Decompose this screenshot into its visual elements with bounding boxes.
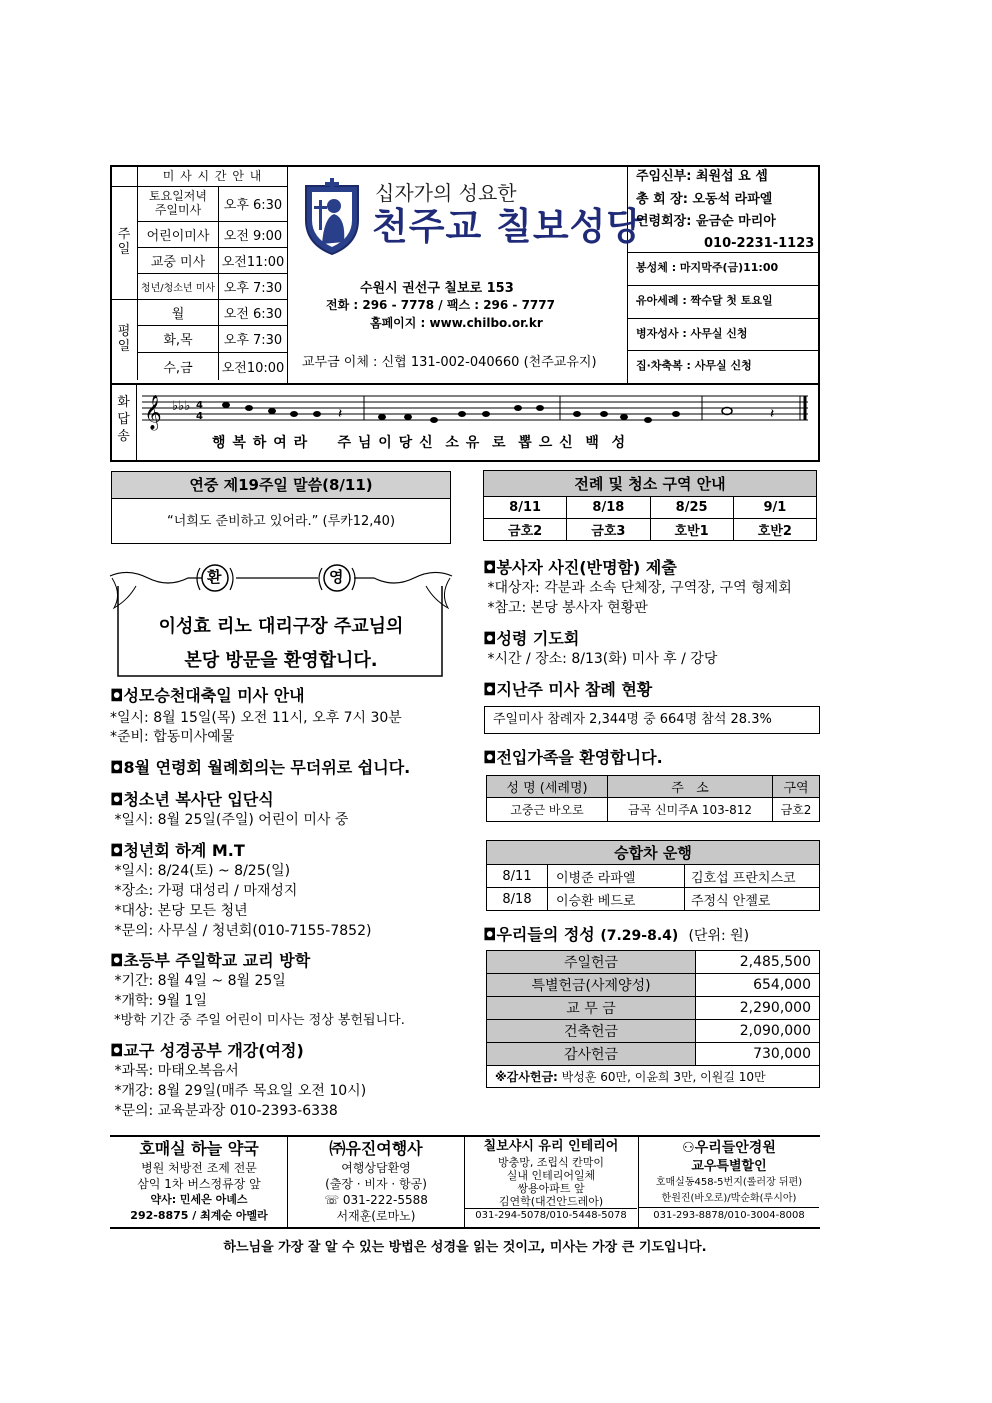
svg-text:𝄽: 𝄽 (770, 406, 775, 422)
staff-federation-phone: 010-2231-1123 (704, 236, 815, 251)
ad-line: 한원진(바오로)/박순화(루시아) (661, 1193, 797, 1204)
notice-line: *방학 기간 중 주일 어린이 미사는 정상 봉헌됩니다. (110, 1013, 405, 1028)
svg-text:4: 4 (196, 411, 203, 422)
ad-line: 실내 인테리어일체 (506, 1169, 596, 1182)
staff-council: 총 회 장: 오동석 라파엘 (636, 192, 773, 207)
notice-title: ◘청소년 복사단 입단식 (110, 790, 274, 809)
svg-text:4: 4 (196, 400, 203, 411)
psalm-label: 화답송 (117, 395, 130, 444)
welcome-line2: 본당 방문을 환영합니다. (184, 650, 378, 671)
carpool-driver: 이병준 라파엘 (548, 865, 685, 888)
notice-title: ◘초등부 주일학교 교리 방학 (110, 951, 311, 970)
notice-title: ◘지난주 미사 참례 현황 (483, 680, 653, 699)
church-address: 수원시 권선구 칠보로 153 (360, 281, 514, 296)
carpool-driver: 이승환 베드로 (548, 888, 685, 911)
offering-amount: 2,485,500 (696, 951, 820, 974)
table-row (487, 798, 820, 822)
notice-line: *개학: 9월 1일 (110, 993, 207, 1009)
mass-schedule-title: 미 사 시 간 안 내 (138, 166, 288, 186)
table-row (487, 997, 820, 1020)
newcomers-table (486, 775, 820, 822)
word-text: “너희도 준비하고 있어라.” (루카12,40) (166, 514, 396, 529)
newcomers-header: 성 명 (세례명) (487, 776, 608, 798)
footer-quote: 하느님을 가장 잘 알 수 있는 방법은 성경을 읽는 것이고, 미사는 가장 큰 기도입니다. (223, 1240, 707, 1255)
ad-line: 031-294-5078/010-5448-5078 (465, 1208, 637, 1223)
offering-table (486, 950, 820, 1088)
notice-bullet-icon: ◘ (110, 841, 124, 860)
psalm-lyrics: 행 복 하 여 라 주 님 이 당 신 소 유 로 뽑 으 신 백 성 (212, 435, 627, 451)
church-account: 교무금 이체 : 신협 131-002-040660 (천주교유지) (302, 355, 597, 370)
word-title: 연중 제19주일 말씀(8/11) (112, 472, 450, 499)
header-divider-bottom (111, 383, 819, 385)
notice-title: ◘교구 성경공부 개강(여정) (110, 1041, 304, 1060)
notice-line: *장소: 가평 대성리 / 마재성지 (110, 883, 298, 899)
ad-line: 약사: 민세은 아녜스 (150, 1193, 248, 1206)
cleaning-title: 전례 및 청소 구역 안내 (484, 471, 817, 497)
carpool-table (486, 840, 820, 911)
carpool-driver: 김호섭 프란치스코 (685, 865, 820, 888)
notice-line: *준비: 합동미사예물 (110, 729, 235, 745)
offering-category: 감사헌금 (487, 1043, 696, 1066)
notice-bullet-icon: ◘ (483, 748, 497, 767)
notice-title: ◘성령 기도회 (483, 629, 580, 648)
notice-line: *대상자: 각분과 소속 단체장, 구역장, 구역 형제회 (483, 580, 792, 596)
glasses-icon: ⚇ (682, 1140, 695, 1156)
svg-text:𝄽: 𝄽 (338, 406, 343, 422)
ad-line: (출장 · 비자 · 항공) (325, 1177, 427, 1191)
ad-title: 호매실 하늘 약국 (139, 1139, 259, 1158)
table-row (487, 888, 820, 911)
staff-federation: 연령회장: 윤금순 마리아 (636, 214, 776, 229)
mass-row-name: 수,금 (138, 352, 219, 380)
notice-title: ◘청년회 하계 M.T (110, 841, 245, 860)
mass-row-name: 교중 미사 (138, 247, 219, 273)
notice-title: ◘봉사자 사진(반명함) 제출 (483, 558, 677, 577)
notice-title: ◘성모승천대축일 미사 안내 (110, 686, 305, 705)
table-row (487, 951, 820, 974)
ad-title: ⚇우리들안경원 (682, 1140, 776, 1156)
offering-note: ※감사헌금: 박성훈 60만, 이윤희 3만, 이원길 10만 (487, 1066, 820, 1088)
offering-category: 주일헌금 (487, 951, 696, 974)
offering-amount: 730,000 (696, 1043, 820, 1066)
notice-bullet-icon: ◘ (483, 925, 497, 944)
cleaning-area: 금호2 (484, 519, 567, 541)
church-phone: 전화 : 296 - 7778 / 팩스 : 296 - 7777 (326, 298, 555, 312)
mass-row-time: 오전10:00 (219, 352, 288, 380)
mass-row-name: 월 (138, 299, 219, 325)
svg-text:♭♭♭: ♭♭♭ (172, 399, 191, 414)
offering-title-line: ◘우리들의 정성 (7.29-8.4) (단위: 원) (483, 925, 750, 944)
notice-line: *일시: 8월 25일(주일) 어린이 미사 중 (110, 812, 349, 828)
ad-line: 쌍용아파트 앞 (517, 1182, 585, 1195)
offering-amount: 2,090,000 (696, 1020, 820, 1043)
cleaning-table (483, 470, 817, 541)
header-divider-left (287, 166, 288, 383)
notice-line: *기간: 8월 4일 ~ 8월 25일 (110, 973, 286, 989)
church-emblem-icon (300, 178, 364, 258)
ad-line: 031-293-8878/010-3004-8008 (639, 1207, 819, 1224)
notice-bullet-icon: ◘ (110, 1041, 124, 1060)
notice-line: *개강: 8월 29일(매주 목요일 오전 10시) (110, 1083, 367, 1099)
mass-row-time: 오후 7:30 (219, 325, 288, 352)
mass-row-time: 오후 6:30 (219, 186, 288, 221)
notice-bullet-icon: ◘ (483, 629, 497, 648)
carpool-driver: 주정식 안젤로 (685, 888, 820, 911)
cleaning-date: 8/25 (650, 497, 733, 519)
staff-divider (628, 285, 819, 286)
notice-bullet-icon: ◘ (110, 758, 124, 777)
welcome-badge-left: 환 (207, 568, 222, 586)
offering-category: 건축헌금 (487, 1020, 696, 1043)
mass-row-name: 어린이미사 (138, 221, 219, 247)
staff-divider (628, 350, 819, 351)
ad-title: ㈜유진여행사 (329, 1139, 423, 1158)
table-row (487, 1020, 820, 1043)
table-row (487, 974, 820, 997)
staff-divider (628, 318, 819, 319)
ad-line: 서재훈(로마노) (336, 1209, 416, 1223)
psalm-label-divider (136, 384, 137, 460)
ad-line: 호매실동458-5번지(롤러장 뒤편) (655, 1177, 803, 1188)
carpool-date: 8/11 (487, 865, 548, 888)
cleaning-area: 호반2 (733, 519, 816, 541)
cleaning-date: 9/1 (733, 497, 816, 519)
notice-bullet-icon: ◘ (110, 686, 124, 705)
mass-row-time: 오후 7:30 (219, 273, 288, 299)
mass-row-name: 청년/청소년 미사 (138, 273, 219, 299)
notice-title: ◘8월 연령회 월례회의는 무더위로 쉽니다. (110, 758, 411, 777)
staff-blessing: 집·차축복 : 사무실 신청 (636, 359, 752, 372)
word-box (111, 471, 451, 544)
newcomer-address: 금곡 신미주A 103-812 (608, 798, 773, 822)
cleaning-area: 금호3 (567, 519, 650, 541)
mass-row-name: 화,목 (138, 325, 219, 352)
mass-row-time: 오전 6:30 (219, 299, 288, 325)
notice-line: *대상: 본당 모든 청년 (110, 903, 248, 919)
ad-line: 병원 처방전 조제 전문 (141, 1161, 257, 1175)
church-name: 천주교 칠보성당 (372, 205, 644, 248)
newcomer-area: 금호2 (773, 798, 820, 822)
mass-row-time: 오전11:00 (219, 247, 288, 273)
carpool-date: 8/18 (487, 888, 548, 911)
church-subtitle: 십자가의 성요한 (375, 181, 517, 205)
newcomers-header: 구역 (773, 776, 820, 798)
svg-text:𝄞: 𝄞 (144, 395, 162, 430)
offering-amount: 654,000 (696, 974, 820, 997)
welcome-line1: 이성효 리노 대리구장 주교님의 (158, 616, 404, 637)
offering-amount: 2,290,000 (696, 997, 820, 1020)
staff-divider (628, 252, 819, 253)
cleaning-date: 8/18 (567, 497, 650, 519)
notice-line: *문의: 사무실 / 청년회(010-7155-7852) (110, 923, 372, 939)
offering-category: 특별헌금(사제양성) (487, 974, 696, 997)
offering-note-row (487, 1066, 820, 1088)
ad-pharmacy (112, 1138, 286, 1224)
notice-bullet-icon: ◘ (483, 680, 497, 699)
table-row (487, 865, 820, 888)
staff-adoration: 봉성체 : 마지막주(금)11:00 (636, 261, 779, 274)
newcomer-name: 고중근 바오로 (487, 798, 608, 822)
notice-bullet-icon: ◘ (483, 558, 497, 577)
cleaning-date: 8/11 (484, 497, 567, 519)
notice-line: *참고: 본당 봉사자 현황판 (483, 600, 648, 616)
carpool-title: 승합차 운행 (487, 841, 820, 865)
welcome-badge-right: 영 (329, 568, 344, 586)
notice-line: *일시: 8/24(토) ~ 8/25(일) (110, 863, 291, 879)
ad-line: 여행상담환영 (341, 1161, 411, 1175)
ad-line: 김연학(대건안드레아) (498, 1195, 604, 1208)
ad-line: ☏ 031-222-5588 (324, 1193, 428, 1207)
sunday-label: 주일 (111, 186, 138, 299)
weekday-label: 평일 (111, 299, 138, 380)
notice-line: *과목: 마태오복음서 (110, 1063, 239, 1079)
ad-line: 방충망, 조립식 칸막이 (497, 1156, 605, 1169)
ad-line: 교우특별할인 (691, 1159, 767, 1174)
ads-divider (287, 1136, 288, 1228)
notice-line: *일시: 8월 15일(목) 오전 11시, 오후 7시 30분 (110, 710, 402, 726)
staff-baptism: 유아세례 : 짝수달 첫 토요일 (636, 294, 773, 307)
table-row (487, 1043, 820, 1066)
ad-travel (289, 1138, 463, 1224)
mass-schedule-table (111, 166, 288, 380)
newcomers-header: 주 소 (608, 776, 773, 798)
staff-pastor: 주임신부: 최원섭 요 셉 (636, 169, 768, 184)
ad-line: 삼익 1차 버스정류장 앞 (137, 1177, 261, 1191)
ad-title: 칠보샤시 유리 인테리어 (483, 1139, 619, 1154)
cleaning-area: 호반1 (650, 519, 733, 541)
ad-line: 292-8875 / 최계순 아멜라 (130, 1209, 268, 1222)
notice-bullet-icon: ◘ (110, 790, 124, 809)
psalm-music-staff (142, 388, 812, 434)
notice-line: *시간 / 장소: 8/13(화) 미사 후 / 강당 (483, 651, 718, 667)
notice-bullet-icon: ◘ (110, 951, 124, 970)
offering-category: 교 무 금 (487, 997, 696, 1020)
attendance-box: 주일미사 참례자 2,344명 중 664명 참석 28.3% (484, 706, 820, 734)
staff-sick: 병자성사 : 사무실 신청 (636, 327, 748, 340)
ad-interior (465, 1138, 637, 1223)
mass-row-name: 토요일저녁 주일미사 (138, 186, 219, 221)
church-homepage: 홈페이지 : www.chilbo.or.kr (370, 316, 543, 330)
ad-optician (639, 1138, 819, 1224)
notice-title: ◘전입가족을 환영합니다. (483, 748, 663, 767)
mass-row-time: 오전 9:00 (219, 221, 288, 247)
notice-line: *문의: 교육분과장 010-2393-6338 (110, 1103, 338, 1119)
